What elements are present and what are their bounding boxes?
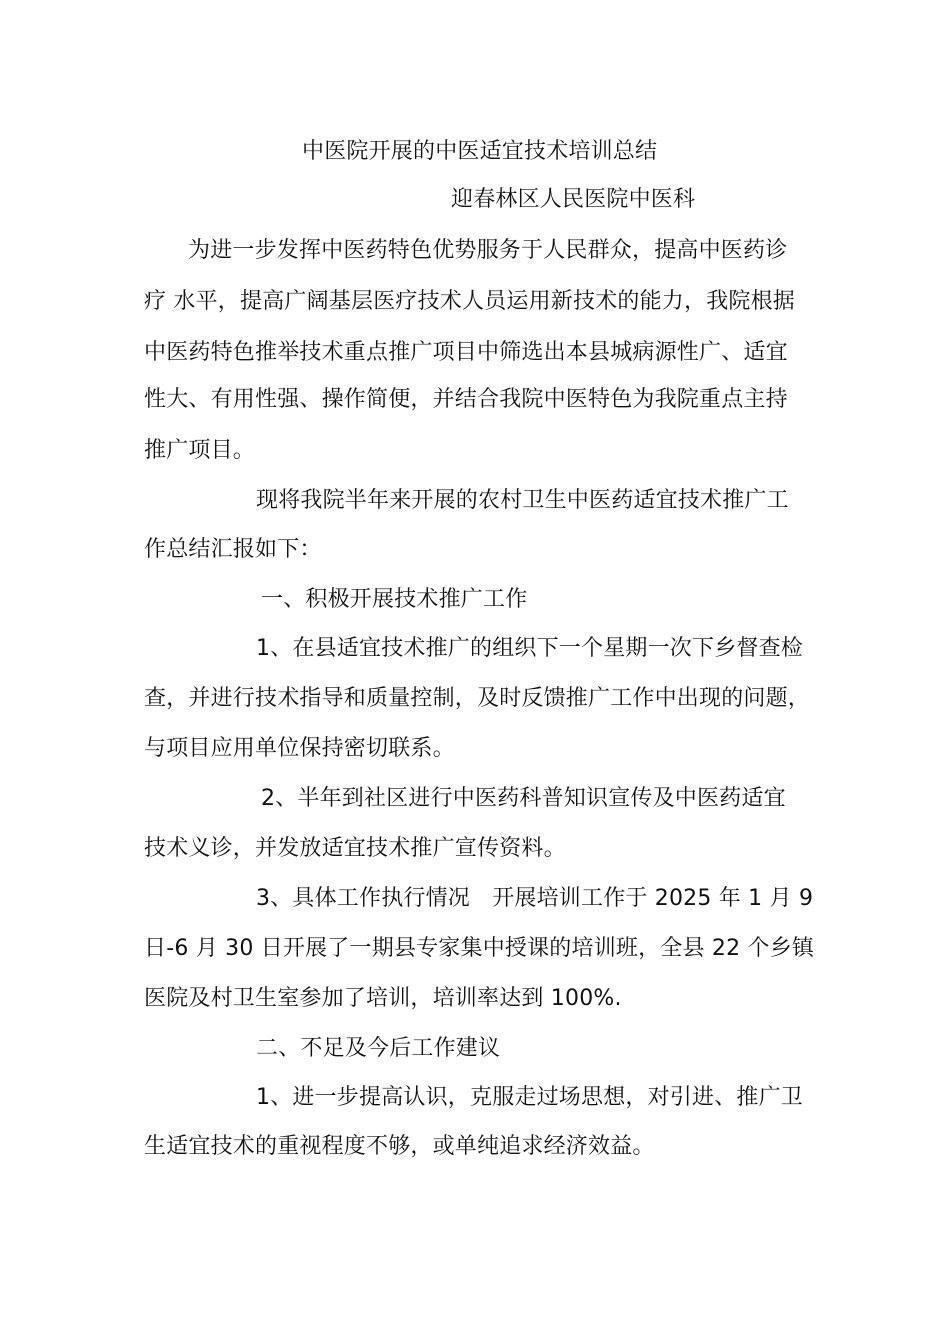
paragraph-line: 推广项目。 xyxy=(144,438,256,463)
document-title: 中医院开展的中医适宜技术培训总结 xyxy=(302,139,658,164)
paragraph-line: 查，并进行技术指导和质量控制，及时反馈推广工作中出现的问题， xyxy=(144,686,811,711)
paragraph-line: 医院及村卫生室参加了培训，培训率达到 100%. xyxy=(144,986,622,1011)
paragraph-line: 中医药特色推举技术重点推广项目中筛选出本县城病源性广、适宜 xyxy=(144,340,788,365)
paragraph-line: 1、进一步提高认识，克服走过场思想，对引进、推广卫 xyxy=(256,1085,803,1110)
paragraph-line: 日-6 月 30 日开展了一期县专家集中授课的培训班，全县 22 个乡镇 xyxy=(144,936,815,961)
paragraph-line: 与项目应用单位保持密切联系。 xyxy=(144,736,455,761)
paragraph-line: 2、半年到社区进行中医药科普知识宣传及中医药适宜 xyxy=(261,786,786,811)
paragraph-line: 为进一步发挥中医药特色优势服务于人民群众，提高中医药诊 xyxy=(188,238,788,263)
paragraph-line: 疗 水平，提高广阔基层医疗技术人员运用新技术的能力，我院根据 xyxy=(144,289,795,314)
section-heading: 二、不足及今后工作建议 xyxy=(256,1036,501,1061)
paragraph-line: 作总结汇报如下： xyxy=(144,537,322,562)
paragraph-line: 技术义诊，并发放适宜技术推广宣传资料。 xyxy=(144,836,566,861)
paragraph-line: 性大、有用性强、操作简便，并结合我院中医特色为我院重点主持 xyxy=(144,387,788,412)
paragraph-line: 3、具体工作执行情况 开展培训工作于 2025 年 1 月 9 xyxy=(256,886,814,911)
document-author: 迎春林区人民医院中医科 xyxy=(451,187,696,212)
paragraph-line: 1、在县适宜技术推广的组织下一个星期一次下乡督查检 xyxy=(256,636,803,661)
paragraph-line: 现将我院半年来开展的农村卫生中医药适宜技术推广工 xyxy=(256,488,789,513)
section-heading: 一、积极开展技术推广工作 xyxy=(261,587,528,612)
paragraph-line: 生适宜技术的重视程度不够，或单纯追求经济效益。 xyxy=(144,1134,655,1159)
